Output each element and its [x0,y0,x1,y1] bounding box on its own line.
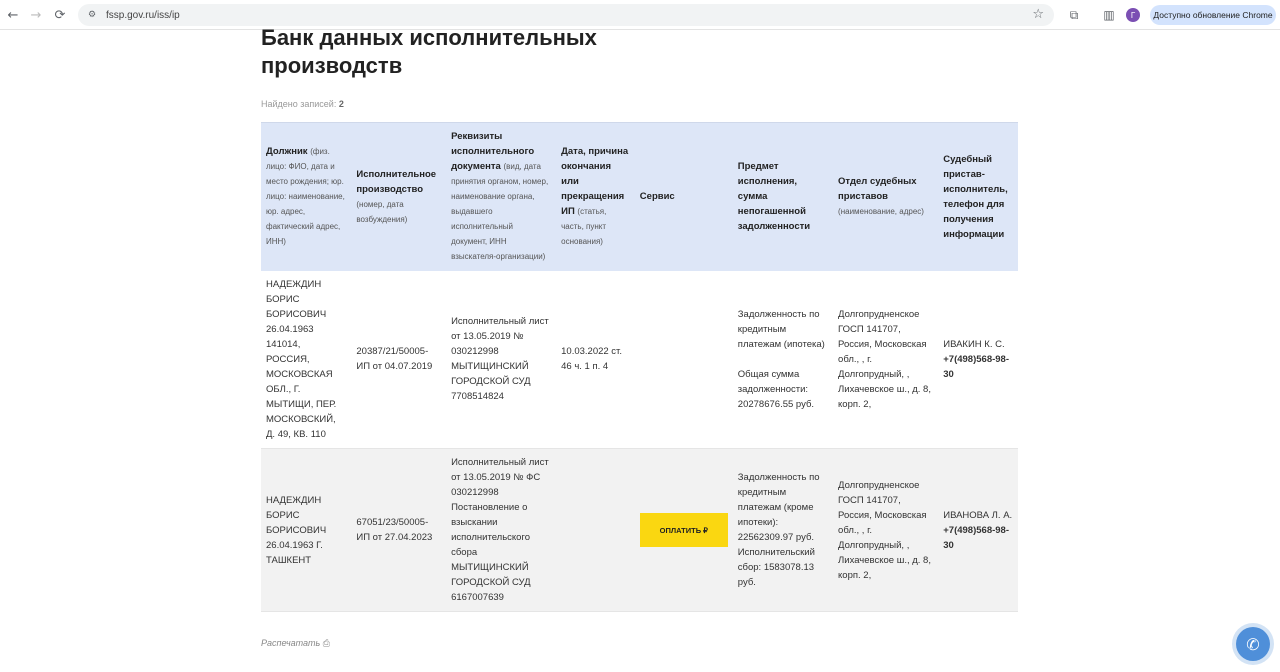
phone-call-icon[interactable]: ✆ [1236,627,1270,661]
subject-text: Задолженность по кредитным платежам (ипотека) [737,308,825,350]
service-cell [635,449,733,612]
header-subject: Предмет исполнения, сумма непогашенной задолженности [733,123,833,271]
profile-avatar[interactable]: Г [1126,8,1140,22]
document-cell: Исполнительный лист от 13.05.2019 № 030212998 МЫТИЩИНСКИЙ ГОРОДСКОЙ СУД 7708514824 [446,271,556,449]
bailiff-cell [938,271,1018,449]
printer-icon: ⎙ [322,639,330,649]
pay-button[interactable]: ОПЛАТИТЬ ₽ [640,513,728,547]
subject-cell: Задолженность по кредитным платежам (кроме ипотеки): 22562309.97 руб. Исполнительский сбор: 1583078.13 руб. [733,449,833,612]
proceeding-cell: 20387/21/50005-ИП от 04.07.2019 [351,271,446,449]
bookmark-star-icon[interactable]: ☆ [1032,7,1044,22]
department-cell: Долгопрудненское ГОСП 141707, Россия, Московская обл., , г. Долгопрудный, , Лихачевское ш., д. 8, корп. 2, [833,271,938,449]
back-icon[interactable]: ← [7,7,19,23]
url-text[interactable]: fssp.gov.ru/iss/ip [106,9,180,21]
bailiff-name: ИВАНОВА Л. А. [943,509,1013,521]
page-title [261,24,681,80]
bailiff-name: ИВАКИН К. С. [943,338,1005,350]
side-panel-icon[interactable]: ▥ [1103,8,1115,22]
subject-cell [733,271,833,449]
proceeding-cell: 67051/23/50005-ИП от 27.04.2023 [351,449,446,612]
bailiff-phone: +7(498)568-98-30 [943,353,1010,380]
address-bar[interactable] [78,4,1054,26]
end-reason-cell: 10.03.2022 ст. 46 ч. 1 п. 4 [556,271,635,449]
bailiff-cell [938,449,1018,612]
site-info-icon[interactable]: ⚙ [87,10,97,20]
service-cell [635,271,733,449]
page-title-line1: Банк данных исполнительных [261,25,597,50]
bailiff-phone: +7(498)568-98-30 [943,524,1010,551]
department-cell: Долгопрудненское ГОСП 141707, Россия, Московская обл., , г. Долгопрудный, , Лихачевское ш., д. 8, корп. 2, [833,449,938,612]
header-debtor: Должник (физ. лицо: ФИО, дата и место рождения; юр. лицо: наименование, юр. адрес, фактический адрес, ИНН) [261,123,351,271]
header-service: Сервис [635,123,733,271]
header-department: Отдел судебных приставов (наименование, адрес) [833,123,938,271]
table-row [261,271,1018,449]
header-proceeding: Исполнительное производство (номер, дата возбуждения) [351,123,446,271]
records-found [261,99,344,109]
debtor-cell: НАДЕЖДИН БОРИС БОРИСОВИЧ 26.04.1963 Г. ТАШКЕНТ [261,449,351,612]
print-link[interactable] [261,638,330,649]
chrome-update-button[interactable]: Доступно обновление Chrome [1150,5,1276,25]
subject-total: Общая сумма задолженности: 20278676.55 руб. [737,368,815,410]
records-found-count: 2 [338,99,344,109]
records-found-label: Найдено записей: [261,99,337,109]
results-table [261,122,1018,612]
reload-icon[interactable]: ⟳ [54,7,66,23]
table-row [261,449,1018,612]
extensions-icon[interactable]: ⧉ [1069,7,1079,22]
forward-icon[interactable]: → [30,7,42,23]
table-header-row [261,123,1018,271]
end-reason-cell [556,449,635,612]
document-cell: Исполнительный лист от 13.05.2019 № ФС 030212998 Постановление о взыскании исполнительского сбора МЫТИЩИНСКИЙ ГОРОДСКОЙ СУД 6167007639 [446,449,556,612]
print-label: Распечатать [261,638,321,648]
header-document: Реквизиты исполнительного документа (вид, дата принятия органом, номер, наименование органа, выдавшего исполнительный документ, ИНН взыскателя-организации) [446,123,556,271]
page-title-line2: производств [261,53,403,78]
header-end-reason: Дата, причина окончания или прекращения ИП (статья, часть, пункт основания) [556,123,635,271]
debtor-cell: НАДЕЖДИН БОРИС БОРИСОВИЧ 26.04.1963 141014, РОССИЯ, МОСКОВСКАЯ ОБЛ., Г. МЫТИЩИ, ПЕР. МОСКОВСКИЙ, Д. 49, КВ. 110 [261,271,351,449]
header-bailiff: Судебный пристав-исполнитель, телефон для получения информации [938,123,1018,271]
